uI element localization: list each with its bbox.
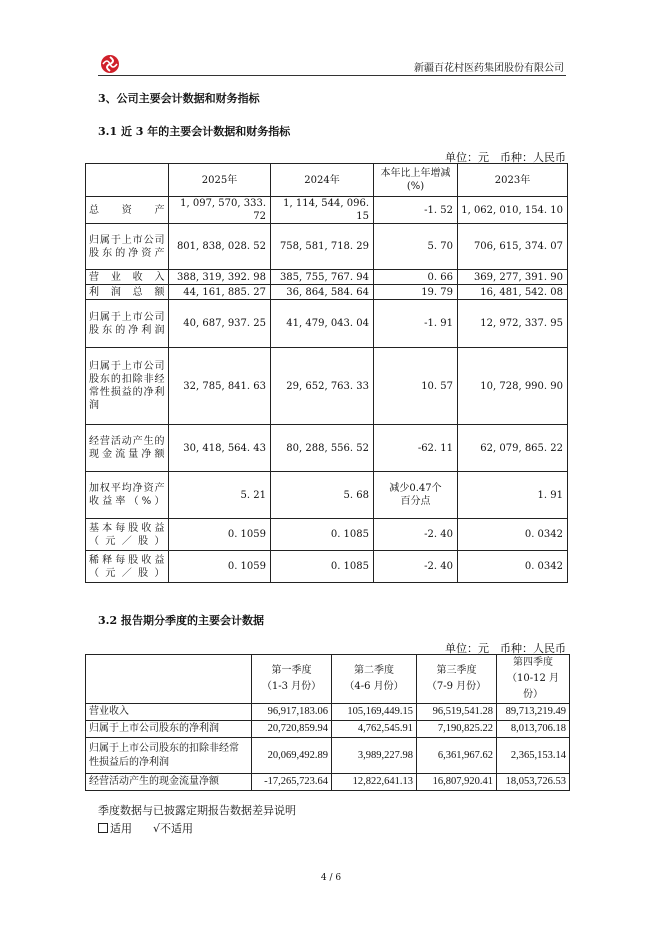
cell-q2: 105,169,449.15: [332, 704, 417, 721]
table-row: [86, 285, 568, 300]
table-row: [86, 270, 568, 285]
cell-2025: 1, 097, 570, 333. 72: [169, 197, 271, 224]
table-header-row: [86, 655, 570, 704]
cell-2023: 62, 079, 865. 22: [458, 425, 568, 472]
cell-2023: 12, 972, 337. 95: [458, 300, 568, 348]
table-row: [86, 551, 568, 583]
quarter-months: （7-9 月份）: [426, 681, 487, 692]
checkbox-icon: [98, 823, 108, 833]
quarter-label: 第二季度: [354, 665, 394, 676]
table-row: [86, 224, 568, 270]
cell-2025: 30, 418, 564. 43: [169, 425, 271, 472]
row-label: 归属于上市公司股东的净利润: [86, 300, 169, 348]
row-label: 归属于上市公司股东的净资产: [86, 224, 169, 270]
header-cell-q2: [332, 655, 417, 704]
table-row: [86, 738, 570, 774]
cell-2024: 758, 581, 718. 29: [271, 224, 374, 270]
row-label: 归属于上市公司股东的扣除非经常性损益的净利润: [86, 348, 169, 425]
quarter-label: 第一季度: [271, 665, 312, 676]
table-row: [86, 519, 568, 551]
row-label: 总资产: [86, 197, 169, 224]
row-label: 加权平均净资产收益率（%）: [86, 472, 169, 519]
quarter-months: （10-12 月份）: [506, 673, 559, 700]
cell-change: -62. 11: [374, 425, 458, 472]
cell-2025: 44, 161, 885. 27: [169, 285, 271, 300]
row-label: 稀释每股收益（元／股）: [86, 551, 169, 583]
cell-2025: 0. 1059: [169, 519, 271, 551]
unit-label-3-1: 单位：元 币种：人民币: [445, 151, 566, 164]
unit-label-3-2: 单位：元 币种：人民币: [445, 642, 566, 655]
cell-2023: 706, 615, 374. 07: [458, 224, 568, 270]
row-label: 归属于上市公司股东的扣除非经常性损益后的净利润: [86, 738, 252, 774]
quarterly-difference-note: 季度数据与已披露定期报告数据差异说明: [98, 804, 296, 817]
table-header-row: [86, 164, 568, 197]
row-label: 营业收入: [86, 270, 169, 285]
row-label: 归属于上市公司股东的净利润: [86, 721, 252, 738]
header-cell: 2024年: [271, 164, 374, 197]
header-cell: 2025年: [169, 164, 271, 197]
cell-change: 5. 70: [374, 224, 458, 270]
cell-2023: 10, 728, 990. 90: [458, 348, 568, 425]
cell-2025: 0. 1059: [169, 551, 271, 583]
section-3-1-title: 3.1 近 3 年的主要会计数据和财务指标: [98, 125, 291, 138]
cell-2023: 1. 91: [458, 472, 568, 519]
cell-2024: 41, 479, 043. 04: [271, 300, 374, 348]
cell-2024: 36, 864, 584. 64: [271, 285, 374, 300]
cell-2025: 40, 687, 937. 25: [169, 300, 271, 348]
cell-q3: 16,807,920.41: [417, 774, 497, 791]
cell-q3: 6,361,967.62: [417, 738, 497, 774]
row-label: 营业收入: [86, 704, 252, 721]
cell-q4: 89,713,219.49: [497, 704, 570, 721]
cell-2025: 5. 21: [169, 472, 271, 519]
cell-2023: 0. 0342: [458, 519, 568, 551]
header-cell-q1: [252, 655, 332, 704]
cell-change: -1. 91: [374, 300, 458, 348]
cell-2023: 0. 0342: [458, 551, 568, 583]
header-cell-empty: [86, 655, 252, 704]
cell-q1: 20,069,492.89: [252, 738, 332, 774]
row-label: 经营活动产生的现金流量净额: [86, 774, 252, 791]
cell-2025: 388, 319, 392. 98: [169, 270, 271, 285]
table-row: [86, 721, 570, 738]
cell-2024: 0. 1085: [271, 551, 374, 583]
quarterly-table: [85, 654, 570, 791]
annual-financial-table: [85, 163, 568, 583]
cell-q4: 8,013,706.18: [497, 721, 570, 738]
table-row: [86, 300, 568, 348]
table-row: [86, 472, 568, 519]
cell-2025: 32, 785, 841. 63: [169, 348, 271, 425]
cell-change: 减少0.47个百分点: [374, 472, 458, 519]
row-label: 基本每股收益（元／股）: [86, 519, 169, 551]
section-3-title: 3、公司主要会计数据和财务指标: [98, 92, 260, 105]
option-not-applicable: √不适用: [153, 822, 194, 835]
cell-2024: 80, 288, 556. 52: [271, 425, 374, 472]
table-row: [86, 774, 570, 791]
table-row: [86, 348, 568, 425]
cell-change: -2. 40: [374, 519, 458, 551]
header-divider: [98, 75, 566, 76]
cell-q3: 7,190,825.22: [417, 721, 497, 738]
cell-2024: 0. 1085: [271, 519, 374, 551]
quarter-label: 第四季度: [513, 657, 553, 668]
cell-change: 0. 66: [374, 270, 458, 285]
cell-2024: 5. 68: [271, 472, 374, 519]
cell-2025: 801, 838, 028. 52: [169, 224, 271, 270]
company-name: 新疆百花村医药集团股份有限公司: [414, 63, 564, 74]
header-cell: [86, 164, 169, 197]
cell-q3: 96,519,541.28: [417, 704, 497, 721]
applicability-options: [98, 820, 193, 836]
cell-change: 10. 57: [374, 348, 458, 425]
cell-q2: 3,989,227.98: [332, 738, 417, 774]
cell-2024: 1, 114, 544, 096. 15: [271, 197, 374, 224]
header-cell: 本年比上年增减(%): [374, 164, 458, 197]
cell-q4: 18,053,726.53: [497, 774, 570, 791]
table-row: [86, 425, 568, 472]
option-applicable: 适用: [110, 822, 132, 835]
cell-2024: 29, 652, 763. 33: [271, 348, 374, 425]
table-row: [86, 197, 568, 224]
cell-change: -1. 52: [374, 197, 458, 224]
header-cell-q4: [497, 655, 570, 704]
cell-q1: -17,265,723.64: [252, 774, 332, 791]
quarter-label: 第三季度: [436, 665, 477, 676]
header-cell: 2023年: [458, 164, 568, 197]
cell-q4: 2,365,153.14: [497, 738, 570, 774]
quarter-months: （4-6 月份）: [344, 681, 404, 692]
page-number: 4 / 6: [320, 873, 342, 883]
cell-change: -2. 40: [374, 551, 458, 583]
row-label: 利润总额: [86, 285, 169, 300]
table-row: [86, 704, 570, 721]
company-logo-icon: [100, 54, 120, 74]
cell-q2: 12,822,641.13: [332, 774, 417, 791]
row-label: 经营活动产生的现金流量净额: [86, 425, 169, 472]
quarter-months: （1-3 月份）: [261, 681, 322, 692]
section-3-2-title: 3.2 报告期分季度的主要会计数据: [98, 614, 264, 627]
cell-2023: 16, 481, 542. 08: [458, 285, 568, 300]
cell-q1: 20,720,859.94: [252, 721, 332, 738]
header-cell-q3: [417, 655, 497, 704]
cell-2023: 1, 062, 010, 154. 10: [458, 197, 568, 224]
cell-2023: 369, 277, 391. 90: [458, 270, 568, 285]
cell-2024: 385, 755, 767. 94: [271, 270, 374, 285]
cell-q1: 96,917,183.06: [252, 704, 332, 721]
cell-q2: 4,762,545.91: [332, 721, 417, 738]
cell-change: 19. 79: [374, 285, 458, 300]
